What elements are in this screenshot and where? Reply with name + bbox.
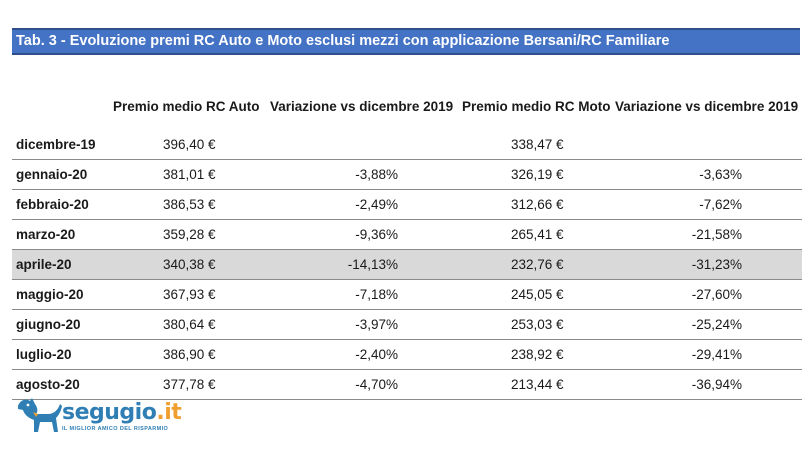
table-row: [12, 190, 802, 220]
cell-premio-moto: 238,92 €: [511, 347, 564, 362]
cell-variazione-moto: -29,41%: [691, 347, 742, 362]
table-row: [12, 310, 802, 340]
cell-premio-auto: 340,38 €: [163, 257, 216, 272]
row-month: giugno-20: [16, 317, 81, 332]
cell-variazione-auto: -7,18%: [355, 287, 398, 302]
cell-variazione-moto: -25,24%: [691, 317, 742, 332]
cell-variazione-auto: -3,88%: [355, 167, 398, 182]
cell-variazione-auto: -3,97%: [355, 317, 398, 332]
header-variazione-moto: Variazione vs dicembre 2019: [615, 99, 799, 114]
table-row: [12, 160, 802, 190]
cell-premio-auto: 386,90 €: [163, 347, 216, 362]
table-row: [12, 220, 802, 250]
cell-variazione-auto: -2,40%: [355, 347, 398, 362]
logo-tagline: IL MIGLIOR AMICO DEL RISPARMIO: [62, 426, 169, 432]
cell-premio-moto: 213,44 €: [511, 377, 564, 392]
cell-variazione-auto: -4,70%: [355, 377, 398, 392]
cell-premio-auto: 380,64 €: [163, 317, 216, 332]
cell-variazione-moto: -36,94%: [691, 377, 742, 392]
cell-premio-auto: 396,40 €: [163, 137, 216, 152]
table-row: [12, 250, 802, 280]
table-row: [12, 130, 802, 160]
row-month: agosto-20: [16, 377, 80, 392]
row-month: marzo-20: [16, 227, 76, 242]
logo-wordmark: [62, 400, 181, 425]
cell-premio-moto: 232,76 €: [511, 257, 564, 272]
cell-premio-moto: 338,47 €: [511, 137, 564, 152]
cell-premio-moto: 312,66 €: [511, 197, 564, 212]
cell-variazione-auto: -14,13%: [347, 257, 398, 272]
cell-variazione-auto: -2,49%: [355, 197, 398, 212]
row-month: luglio-20: [16, 347, 72, 362]
cell-premio-moto: 253,03 €: [511, 317, 564, 332]
cell-variazione-auto: -9,36%: [355, 227, 398, 242]
cell-premio-auto: 367,93 €: [163, 287, 216, 302]
header-variazione-auto: Variazione vs dicembre 2019: [270, 99, 454, 114]
cell-premio-moto: 326,19 €: [511, 167, 564, 182]
table-row: [12, 280, 802, 310]
row-month: febbraio-20: [16, 197, 89, 212]
header-premio-auto: Premio medio RC Auto: [113, 99, 260, 114]
cell-premio-moto: 265,41 €: [511, 227, 564, 242]
cell-variazione-moto: -21,58%: [691, 227, 742, 242]
cell-premio-auto: 359,28 €: [163, 227, 216, 242]
row-month: maggio-20: [16, 287, 84, 302]
logo-domain: .it: [156, 400, 182, 425]
row-month: aprile-20: [16, 257, 72, 272]
cell-premio-auto: 381,01 €: [163, 167, 216, 182]
logo-name: segugio: [62, 400, 157, 425]
table-row: [12, 340, 802, 370]
dog-icon: [14, 392, 66, 436]
cell-variazione-moto: -3,63%: [699, 167, 742, 182]
row-month: dicembre-19: [16, 137, 96, 152]
cell-variazione-moto: -7,62%: [699, 197, 742, 212]
cell-premio-auto: 377,78 €: [163, 377, 216, 392]
cell-premio-moto: 245,05 €: [511, 287, 564, 302]
row-month: gennaio-20: [16, 167, 88, 182]
cell-variazione-moto: -27,60%: [691, 287, 742, 302]
header-premio-moto: Premio medio RC Moto: [462, 99, 611, 114]
cell-variazione-moto: -31,23%: [691, 257, 742, 272]
cell-premio-auto: 386,53 €: [163, 197, 216, 212]
table-title: Tab. 3 - Evoluzione premi RC Auto e Moto esclusi mezzi con applicazione Bersani/RC Familiare: [12, 28, 800, 55]
